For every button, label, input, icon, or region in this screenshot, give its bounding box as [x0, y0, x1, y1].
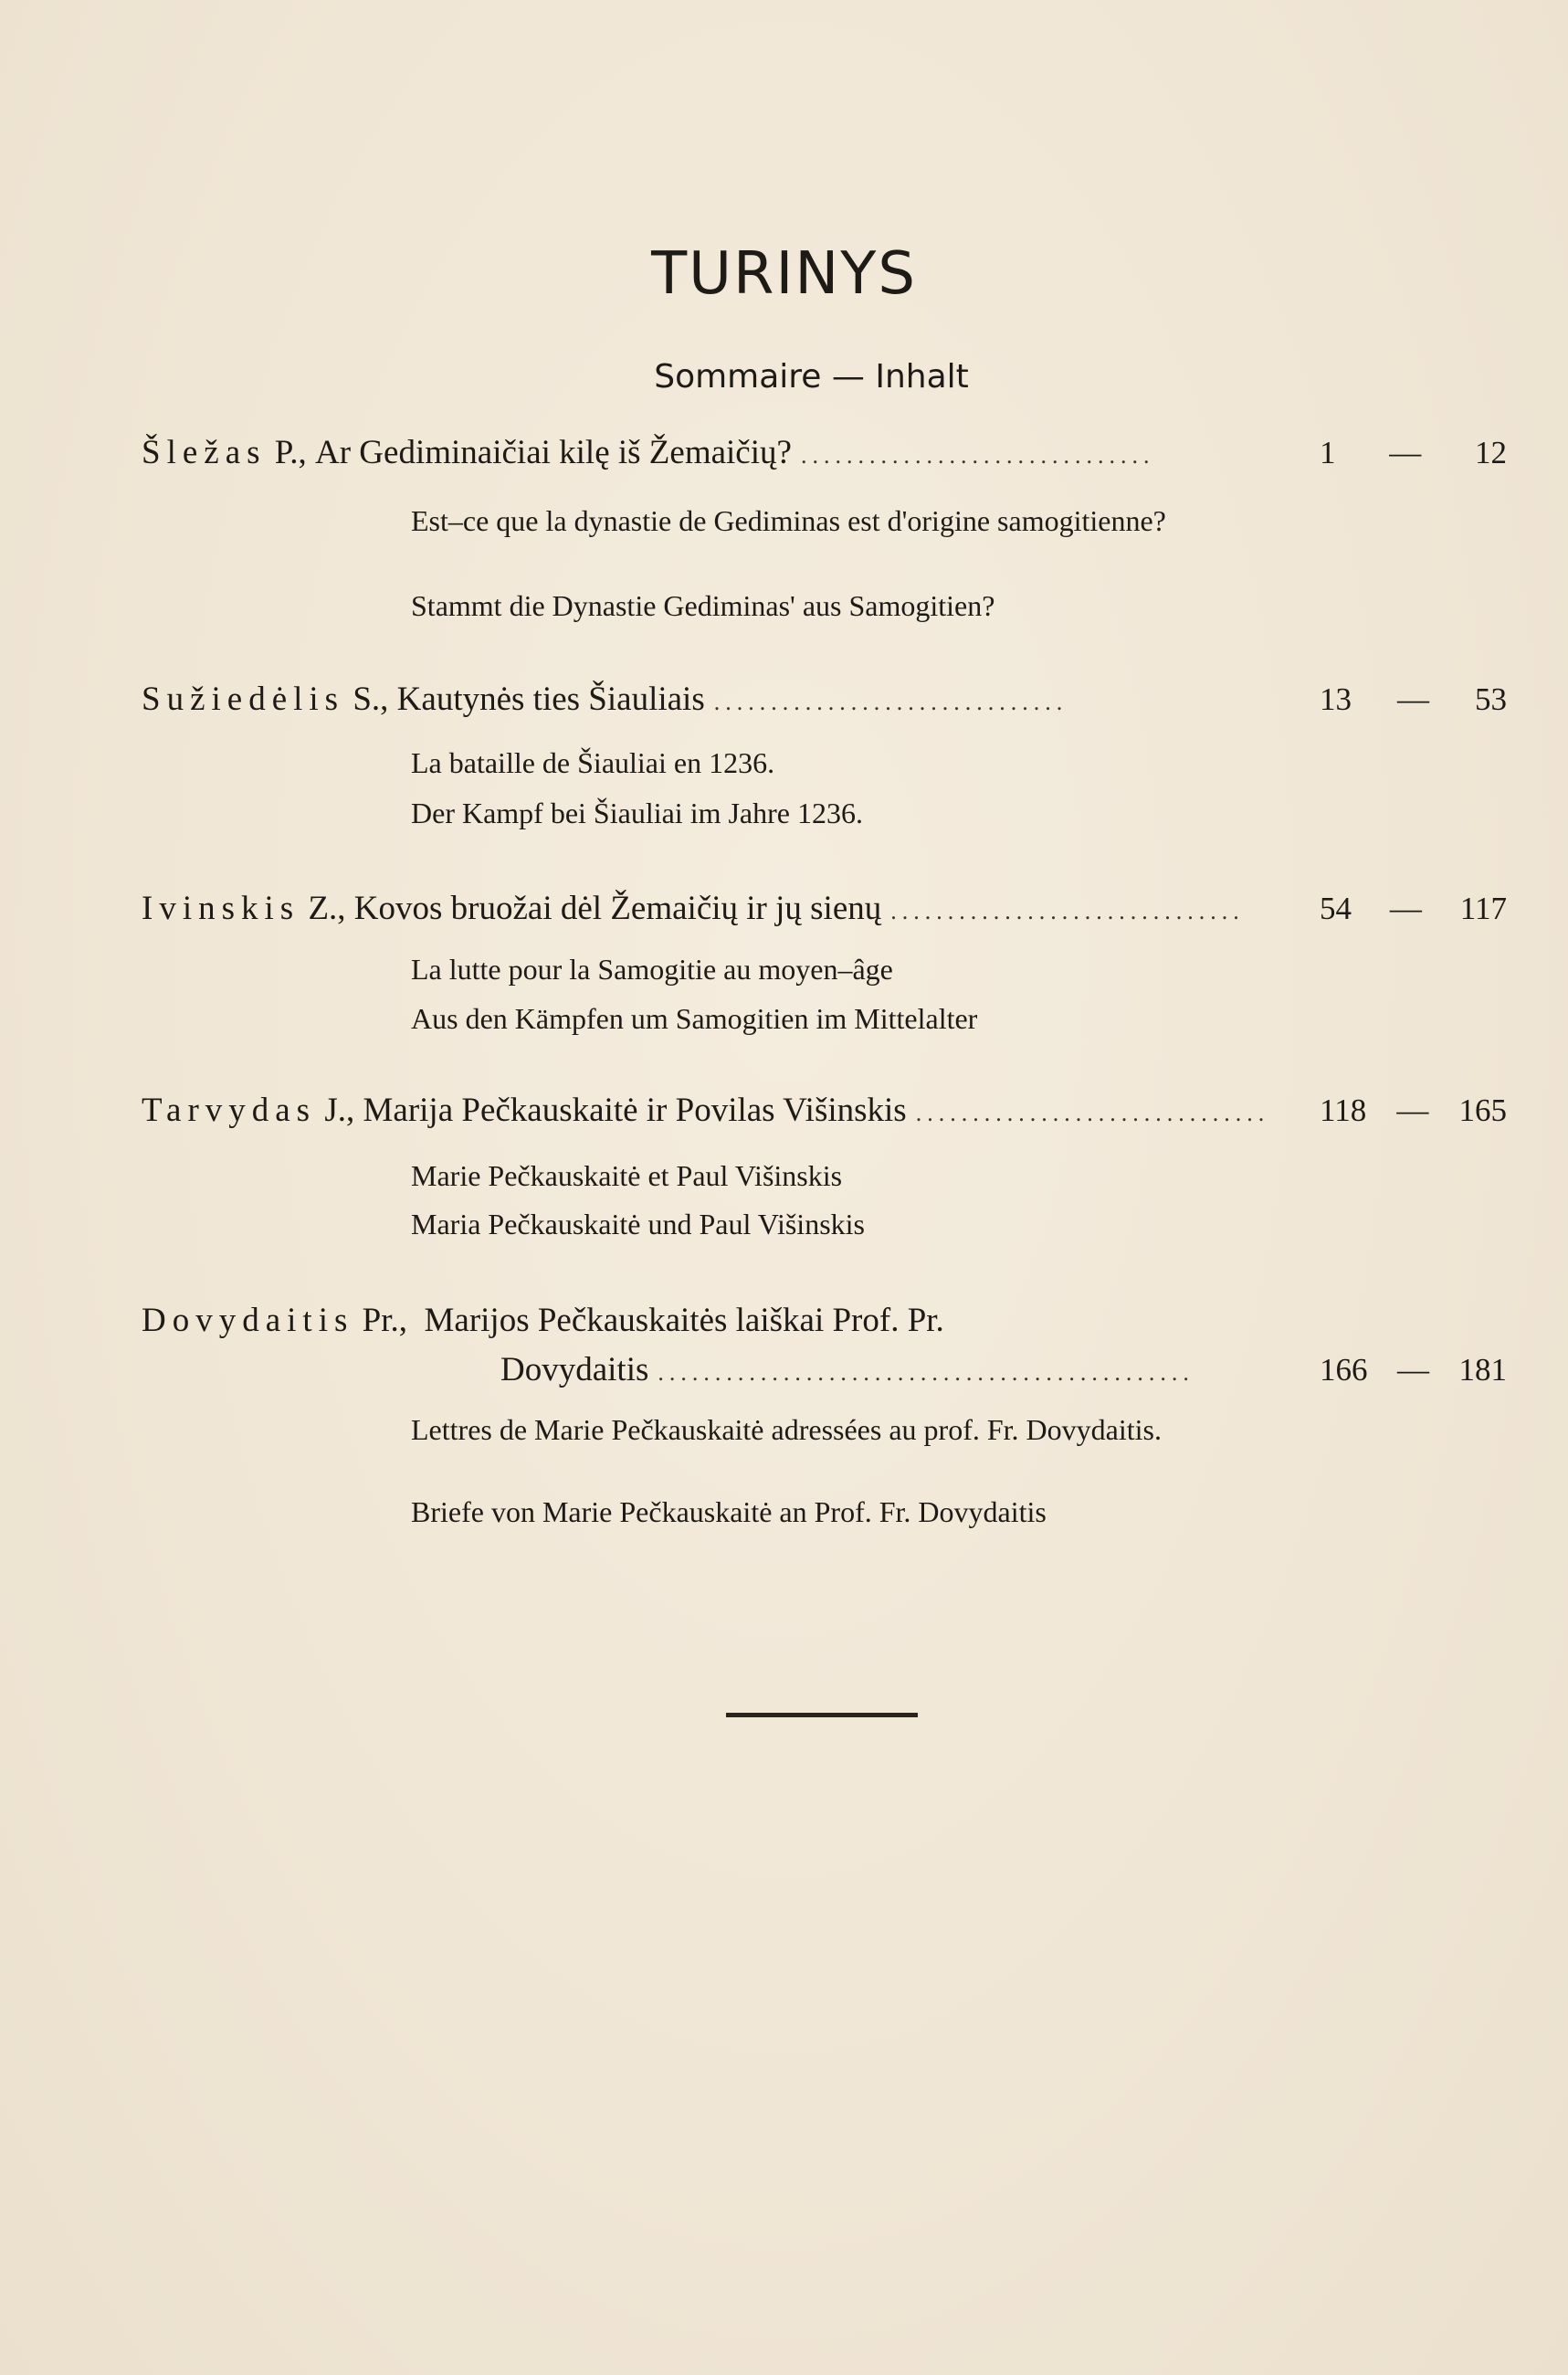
entry-title: Marija Pečkauskaitė ir Povilas Višinskis	[363, 1092, 907, 1129]
page-dash: —	[1396, 1092, 1429, 1128]
entry-author-initial: P.,	[274, 434, 307, 471]
page-dash: —	[1389, 891, 1422, 926]
page-end: 165	[1458, 1092, 1507, 1128]
page-start: 1	[1320, 435, 1336, 470]
entry-3-translation-de: Aus den Kämpfen um Samogitien im Mittelalter	[411, 1002, 978, 1035]
entry-author: Tarvydas	[142, 1092, 317, 1129]
entry-dot-leader: ...............................	[800, 444, 1155, 468]
entry-5-translation-fr: Lettres de Marie Pečkauskaitė adressées au prof. Fr. Dovydaitis.	[411, 1413, 1162, 1446]
closing-rule	[726, 1713, 918, 1717]
entry-dot-leader: ...............................................	[658, 1361, 1194, 1385]
entry-title: Ar Gediminaičiai kilę iš Žemaičių?	[315, 434, 792, 471]
entry-author-initial: Z.,	[308, 890, 346, 927]
entry-2-translation-de: Der Kampf bei Šiauliai im Jahre 1236.	[411, 797, 863, 829]
entry-5-translation-de: Briefe von Marie Pečkauskaitė an Prof. Fr. Dovydaitis	[411, 1495, 1047, 1528]
toc-entry-4[interactable]	[142, 1093, 1507, 1127]
entry-page-range	[1320, 1094, 1507, 1126]
entry-page-range	[1320, 437, 1507, 469]
entry-page-range	[1320, 1354, 1507, 1386]
entry-title-continued: Dovydaitis	[500, 1351, 649, 1388]
entry-4-translation-fr: Marie Pečkauskaitė et Paul Višinskis	[411, 1159, 843, 1192]
toc-entry-5-continued[interactable]	[500, 1353, 1507, 1387]
toc-entry-3[interactable]	[142, 892, 1507, 925]
page-dash: —	[1397, 681, 1429, 717]
entry-author: Ivinskis	[142, 890, 300, 927]
entry-dot-leader: ...............................	[890, 900, 1245, 924]
entry-author: Dovydaitis	[142, 1302, 354, 1339]
entry-author-initial: S.,	[353, 681, 389, 718]
page-subtitle: Sommaire — Inhalt	[654, 358, 969, 396]
page-start: 13	[1320, 681, 1352, 717]
toc-entry-2[interactable]	[142, 682, 1507, 716]
page-dash: —	[1389, 435, 1422, 470]
page-start: 54	[1320, 891, 1352, 926]
entry-page-range	[1320, 683, 1507, 715]
entry-dot-leader: ...............................	[713, 691, 1068, 714]
page-title: TURINYS	[651, 240, 917, 308]
entry-author: Sužiedėlis	[142, 681, 345, 718]
page-start: 166	[1320, 1352, 1368, 1388]
page-dash: —	[1397, 1352, 1429, 1388]
entry-author: Šležas	[142, 434, 267, 471]
entry-dot-leader: ...............................	[915, 1102, 1270, 1125]
entry-title: Marijos Pečkauskaitės laiškai Prof. Pr.	[424, 1302, 944, 1339]
entry-3-translation-fr: La lutte pour la Samogitie au moyen–âge	[411, 953, 893, 986]
page-end: 12	[1475, 435, 1507, 470]
entry-1-translation-fr: Est–ce que la dynastie de Gediminas est d'origine samogitienne?	[411, 504, 1166, 537]
entry-page-range	[1320, 892, 1507, 924]
entry-author-initial: J.,	[324, 1092, 355, 1129]
page-start: 118	[1320, 1092, 1367, 1128]
page-end: 181	[1458, 1352, 1507, 1388]
entry-1-translation-de: Stammt die Dynastie Gediminas' aus Samogitien?	[411, 589, 995, 622]
entry-title: Kovos bruožai dėl Žemaičių ir jų sienų	[353, 890, 882, 927]
page-end: 117	[1459, 891, 1507, 926]
entry-4-translation-de: Maria Pečkauskaitė und Paul Višinskis	[411, 1208, 865, 1240]
entry-title: Kautynės ties Šiauliais	[396, 681, 705, 718]
entry-author-initial: Pr.,	[362, 1302, 407, 1339]
entry-2-translation-fr: La bataille de Šiauliai en 1236.	[411, 746, 775, 779]
toc-entry-1[interactable]	[142, 436, 1507, 470]
toc-entry-5[interactable]	[142, 1304, 1507, 1337]
page-end: 53	[1475, 681, 1507, 717]
